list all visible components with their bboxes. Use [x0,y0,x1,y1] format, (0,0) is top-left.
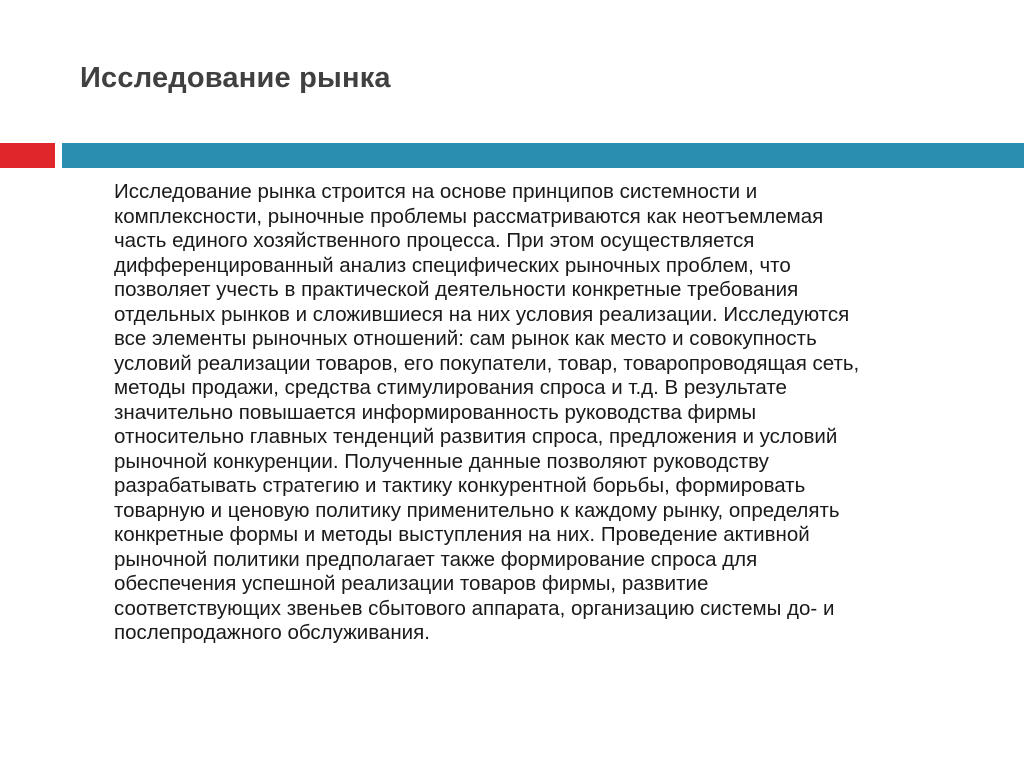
accent-bar-blue [62,143,1024,168]
slide-title: Исследование рынка [80,62,391,94]
body-paragraph: Исследование рынка строится на основе принципов системности и комплексности, рыночные проблемы рассматриваются как неотъемлемая часть единого хозяйственного процесса. При этом осуществляется дифференцированный анализ специфических рыночных проблем, что позволяет учесть в практической деятельности конкретные требования отдельных рынков и сложившиеся на них условия реализации. Исследуются все элементы рыночных отношений: сам рынок как место и совокупность условий реализации товаров, его покупатели, товар, товаропроводящая сеть, методы продажи, средства стимулирования спроса и т.д. В результате значительно повышается информированность руководства фирмы относительно главных тенденций развития спроса, предложения и условий рыночной конкуренции. Полученные данные позволяют руководству разрабатывать стратегию и тактику конкурентной борьбы, формировать товарную и ценовую политику применительно к каждому рынку, определять конкретные формы и методы выступления на них. Проведение активной рыночной политики предполагает также формирование спроса для обеспечения успешной реализации товаров фирмы, развитие соответствующих звеньев сбытового аппарата, организацию системы до- и послепродажного обслуживания. [114,180,860,644]
accent-bar-red [0,143,55,168]
